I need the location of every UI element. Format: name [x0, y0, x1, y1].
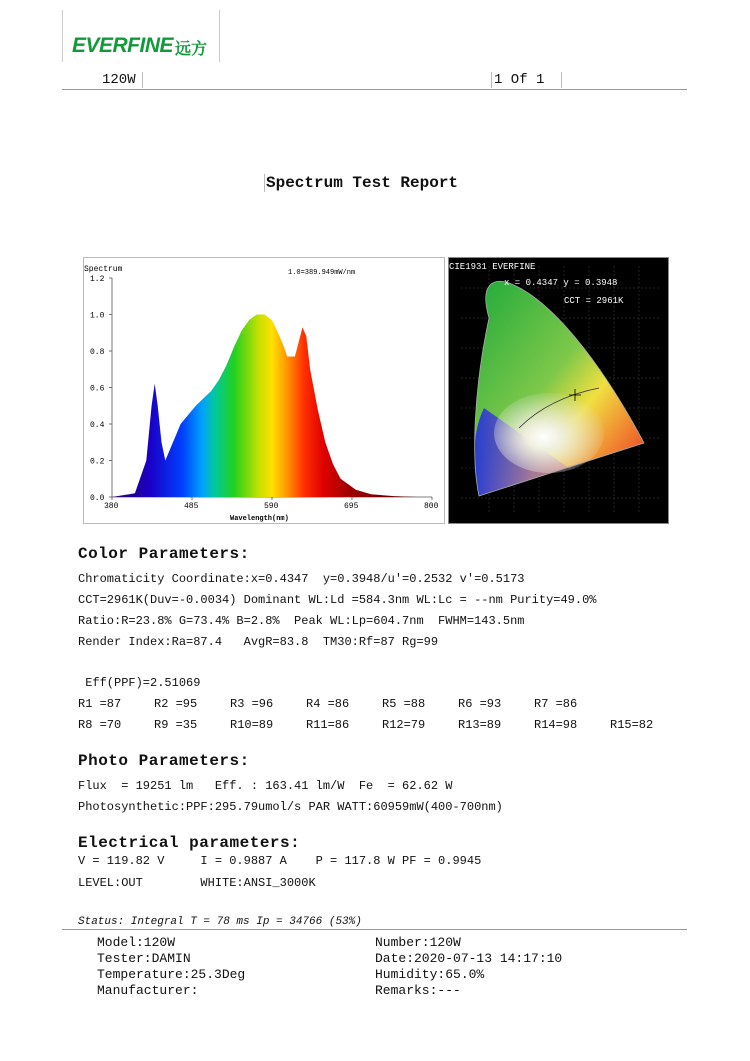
r-value: R2 =95 — [154, 697, 198, 711]
y-tick-label: 1.0 — [90, 311, 105, 321]
r-value: R3 =96 — [230, 697, 274, 711]
electrical-parameters-heading: Electrical parameters: — [78, 834, 301, 852]
report-title: Spectrum Test Report — [266, 174, 459, 192]
chromaticity-line: Chromaticity Coordinate:x=0.4347 y=0.3948/u'=0.2532 v'=0.5173 — [78, 572, 525, 586]
footer-humidity: Humidity:65.0% — [375, 967, 485, 982]
x-axis-label: Wavelength(nm) — [230, 515, 289, 523]
y-tick-label: 0.6 — [90, 384, 105, 394]
chart-subtitle: 1.0=389.949mW/nm — [288, 269, 356, 277]
footer-tester: Tester:DAMIN — [97, 951, 191, 966]
spectrum-area — [112, 315, 432, 498]
photosynthetic-line: Photosynthetic:PPF:295.79umol/s PAR WATT:60959mW(400-700nm) — [78, 800, 503, 814]
footer-manufacturer: Manufacturer: — [97, 983, 199, 998]
cie-xy: x = 0.4347 y = 0.3948 — [504, 278, 618, 288]
x-tick-label: 485 — [184, 502, 199, 511]
cct-line: CCT=2961K(Duv=-0.0034) Dominant WL:Ld =584.3nm WL:Lc = --nm Purity=49.0% — [78, 593, 597, 607]
footer-temperature: Temperature:25.3Deg — [97, 967, 246, 982]
cie-svg — [449, 258, 668, 523]
chart-title: Spectrum — [84, 265, 123, 274]
y-tick-label: 1.2 — [90, 275, 105, 284]
y-tick-label: 0.0 — [90, 494, 105, 503]
company-logo-cn: 远方 — [175, 39, 208, 58]
electrical-line: V = 119.82 V I = 0.9887 A P = 117.8 W PF = 0.9945 — [78, 854, 482, 868]
render-index-line: Render Index:Ra=87.4 AvgR=83.8 TM30:Rf=87 Rg=99 — [78, 635, 439, 649]
x-tick-label: 590 — [264, 502, 279, 511]
header-divider — [561, 72, 562, 88]
company-logo: EVERFINE — [72, 34, 174, 57]
spectrum-chart — [83, 257, 445, 524]
level-line: LEVEL:OUT WHITE:ANSI_3000K — [78, 876, 316, 890]
cie-cct: CCT = 2961K — [564, 296, 624, 306]
header-page: 1 Of 1 — [494, 72, 545, 88]
footer-remarks: Remarks:--- — [375, 983, 461, 998]
r-value: R9 =35 — [154, 718, 198, 732]
r-value: R13=89 — [458, 718, 502, 732]
cie-title: CIE1931 EVERFINE — [449, 262, 536, 272]
spectrum-svg — [84, 258, 444, 523]
eff-ppf-line: Eff(PPF)=2.51069 — [78, 676, 201, 690]
x-tick-label: 695 — [344, 502, 359, 511]
cie-diagram — [448, 257, 669, 524]
x-tick-label: 800 — [424, 502, 439, 511]
header-divider — [142, 72, 143, 88]
ratio-line: Ratio:R=23.8% G=73.4% B=2.8% Peak WL:Lp=604.7nm FWHM=143.5nm — [78, 614, 525, 628]
r-value: R10=89 — [230, 718, 274, 732]
footer-model: Model:120W — [97, 935, 176, 950]
r-value: R7 =86 — [534, 697, 578, 711]
y-tick-label: 0.8 — [90, 348, 105, 357]
r-value: R14=98 — [534, 718, 578, 732]
color-parameters-heading: Color Parameters: — [78, 545, 250, 563]
footer-date: Date:2020-07-13 14:17:10 — [375, 951, 563, 966]
r-value: R4 =86 — [306, 697, 350, 711]
r-value: R5 =88 — [382, 697, 426, 711]
flux-line: Flux = 19251 lm Eff. : 163.41 lm/W Fe = 62.62 W — [78, 779, 453, 793]
footer-number: Number:120W — [375, 935, 461, 950]
r-value: R11=86 — [306, 718, 350, 732]
y-tick-label: 0.2 — [90, 457, 105, 467]
r-value: R6 =93 — [458, 697, 502, 711]
r-value: R12=79 — [382, 718, 426, 732]
x-tick-label: 380 — [104, 502, 119, 511]
status-line: Status: Integral T = 78 ms Ip = 34766 (53%) — [78, 916, 362, 928]
header-divider — [491, 72, 492, 88]
photo-parameters-heading: Photo Parameters: — [78, 752, 250, 770]
header-rule — [62, 89, 687, 90]
footer-rule — [62, 929, 687, 930]
header-model: 120W — [102, 72, 136, 88]
r-value: R8 =70 — [78, 718, 122, 732]
r-value: R15=82 — [610, 718, 654, 732]
title-marker — [264, 174, 265, 192]
r-value: R1 =87 — [78, 697, 122, 711]
y-tick-label: 0.4 — [90, 421, 105, 430]
